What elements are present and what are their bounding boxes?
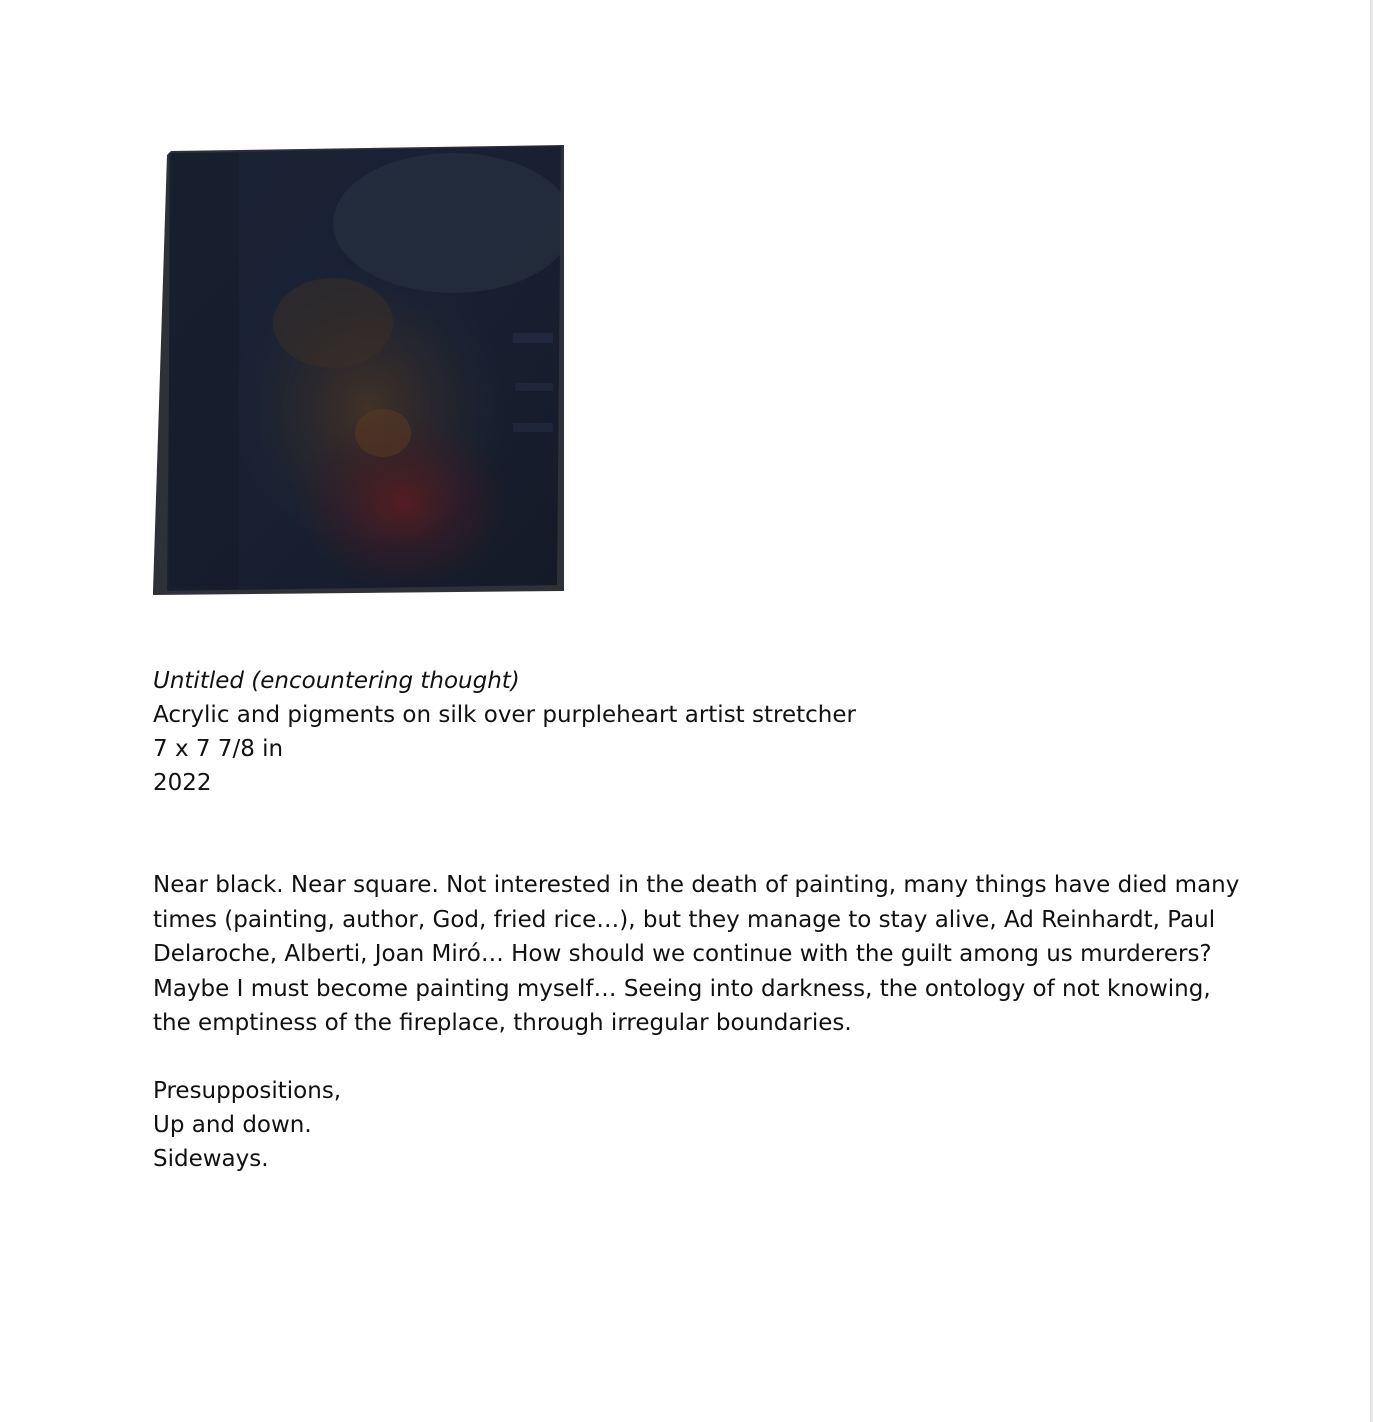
artwork-year: 2022: [153, 770, 212, 796]
painting-photo-icon: [153, 143, 564, 596]
artwork-dimensions: 7 x 7 7/8 in: [153, 736, 284, 762]
artwork-image: [153, 143, 564, 596]
artwork-title: Untitled (encountering thought): [153, 668, 520, 694]
artwork-medium: Acrylic and pigments on silk over purpleheart artist stretcher: [153, 702, 856, 728]
artwork-caption: [153, 664, 856, 800]
statement-paragraph: Near black. Near square. Not interested in the death of painting, many things have died many times (painting, author, God, fried rice…), but they manage to stay alive, Ad Reinhardt, Paul Delaroche, Alberti, Joan Miró… How should we continue with the guilt among us murderers? Maybe I must become painting myself… Seeing into darkness, the ontology of not knowing, the emptiness of the fireplace, through irregular boundaries.: [153, 872, 1240, 1036]
poem-line: Presuppositions,: [153, 1078, 342, 1104]
poem: [153, 1074, 341, 1176]
artist-statement: [153, 868, 1243, 1041]
poem-line: Up and down.: [153, 1112, 312, 1138]
poem-line: Sideways.: [153, 1146, 269, 1172]
